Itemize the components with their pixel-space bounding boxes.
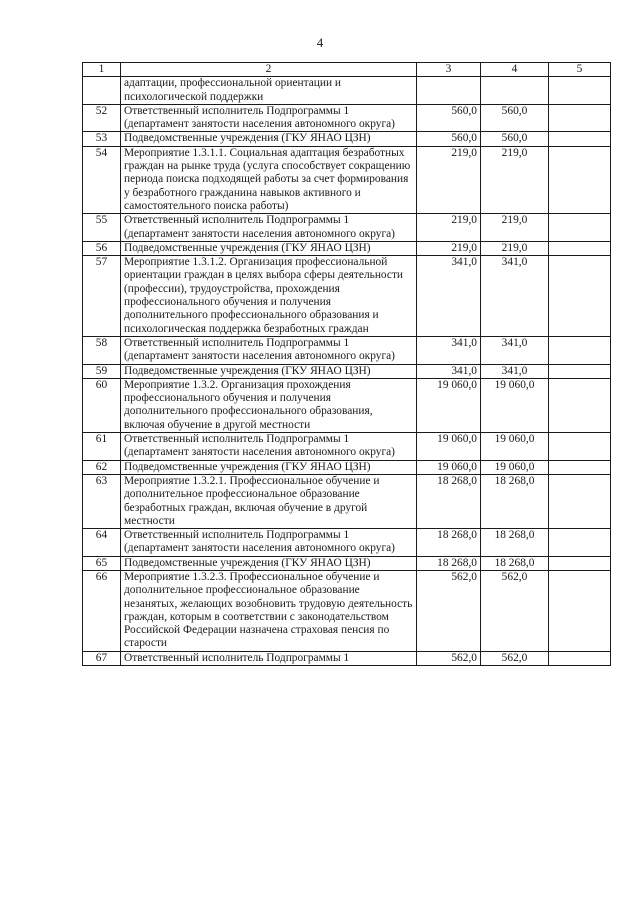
row-description-cell: Ответственный исполнитель Подпрограммы 1 xyxy=(121,651,417,665)
row-value-col5-cell xyxy=(549,241,611,255)
row-value-col4-cell: 19 060,0 xyxy=(481,460,549,474)
row-number-cell: 65 xyxy=(83,556,121,570)
row-value-col3-cell xyxy=(417,77,481,105)
row-value-col5-cell xyxy=(549,256,611,337)
row-description-cell: адаптации, профессиональной ориентации и психологической поддержки xyxy=(121,77,417,105)
row-description-cell: Ответственный исполнитель Подпрограммы 1 (департамент занятости населения автономного округа) xyxy=(121,104,417,132)
row-description-cell: Ответственный исполнитель Подпрограммы 1 (департамент занятости населения автономного округа) xyxy=(121,529,417,557)
row-value-col5-cell xyxy=(549,77,611,105)
row-value-col5-cell xyxy=(549,378,611,432)
row-number-cell: 66 xyxy=(83,570,121,651)
row-number-cell: 58 xyxy=(83,336,121,364)
row-value-col5-cell xyxy=(549,651,611,665)
row-value-col5-cell xyxy=(549,474,611,528)
row-value-col3-cell: 341,0 xyxy=(417,364,481,378)
row-value-col3-cell: 219,0 xyxy=(417,241,481,255)
row-value-col4-cell: 219,0 xyxy=(481,146,549,213)
row-value-col3-cell: 341,0 xyxy=(417,256,481,337)
row-description-cell: Подведомственные учреждения (ГКУ ЯНАО ЦЗН) xyxy=(121,241,417,255)
row-value-col3-cell: 219,0 xyxy=(417,146,481,213)
row-value-col3-cell: 18 268,0 xyxy=(417,556,481,570)
row-value-col5-cell xyxy=(549,433,611,461)
budget-table xyxy=(82,62,611,666)
row-number-cell: 61 xyxy=(83,433,121,461)
row-description-cell: Подведомственные учреждения (ГКУ ЯНАО ЦЗН) xyxy=(121,132,417,146)
row-value-col5-cell xyxy=(549,104,611,132)
row-value-col5-cell xyxy=(549,556,611,570)
row-value-col4-cell: 19 060,0 xyxy=(481,433,549,461)
row-description-cell: Мероприятие 1.3.2.1. Профессиональное обучение и дополнительное профессиональное образование безработных граждан, включая обучение в другой местности xyxy=(121,474,417,528)
row-value-col4-cell: 562,0 xyxy=(481,651,549,665)
row-number-cell: 54 xyxy=(83,146,121,213)
row-value-col3-cell: 18 268,0 xyxy=(417,529,481,557)
row-description-cell: Подведомственные учреждения (ГКУ ЯНАО ЦЗН) xyxy=(121,460,417,474)
row-number-cell: 55 xyxy=(83,214,121,242)
table-row xyxy=(83,378,611,432)
table-row xyxy=(83,529,611,557)
row-number-cell: 62 xyxy=(83,460,121,474)
row-number-cell: 56 xyxy=(83,241,121,255)
row-value-col5-cell xyxy=(549,570,611,651)
row-number-cell: 64 xyxy=(83,529,121,557)
row-value-col3-cell: 560,0 xyxy=(417,104,481,132)
header-cell-3: 3 xyxy=(417,63,481,77)
row-value-col5-cell xyxy=(549,214,611,242)
row-number-cell: 59 xyxy=(83,364,121,378)
row-number-cell: 53 xyxy=(83,132,121,146)
page-number: 4 xyxy=(316,35,324,50)
table-row xyxy=(83,570,611,651)
row-value-col4-cell: 18 268,0 xyxy=(481,474,549,528)
row-value-col4-cell: 18 268,0 xyxy=(481,529,549,557)
row-description-cell: Ответственный исполнитель Подпрограммы 1 (департамент занятости населения автономного округа) xyxy=(121,433,417,461)
row-number-cell: 52 xyxy=(83,104,121,132)
row-value-col5-cell xyxy=(549,146,611,213)
row-value-col3-cell: 560,0 xyxy=(417,132,481,146)
row-value-col3-cell: 19 060,0 xyxy=(417,378,481,432)
table-row xyxy=(83,556,611,570)
row-value-col5-cell xyxy=(549,460,611,474)
row-value-col4-cell: 19 060,0 xyxy=(481,378,549,432)
table-row xyxy=(83,336,611,364)
header-cell-5: 5 xyxy=(549,63,611,77)
header-cell-4: 4 xyxy=(481,63,549,77)
table-row xyxy=(83,104,611,132)
row-value-col3-cell: 18 268,0 xyxy=(417,474,481,528)
row-value-col5-cell xyxy=(549,336,611,364)
table-header-row xyxy=(83,63,611,77)
header-cell-2: 2 xyxy=(121,63,417,77)
table-row xyxy=(83,364,611,378)
row-description-cell: Ответственный исполнитель Подпрограммы 1 (департамент занятости населения автономного округа) xyxy=(121,214,417,242)
row-number-cell: 57 xyxy=(83,256,121,337)
table-row xyxy=(83,433,611,461)
row-value-col3-cell: 19 060,0 xyxy=(417,460,481,474)
row-number-cell: 63 xyxy=(83,474,121,528)
table-row xyxy=(83,256,611,337)
table-row xyxy=(83,132,611,146)
row-description-cell: Подведомственные учреждения (ГКУ ЯНАО ЦЗН) xyxy=(121,364,417,378)
row-value-col4-cell: 18 268,0 xyxy=(481,556,549,570)
table-row xyxy=(83,241,611,255)
row-value-col4-cell: 560,0 xyxy=(481,104,549,132)
row-value-col5-cell xyxy=(549,364,611,378)
row-description-cell: Мероприятие 1.3.2. Организация прохождения профессионального обучения и получения дополнительного профессионального образования, включая обучение в другой местности xyxy=(121,378,417,432)
table-row xyxy=(83,460,611,474)
row-description-cell: Подведомственные учреждения (ГКУ ЯНАО ЦЗН) xyxy=(121,556,417,570)
row-description-cell: Ответственный исполнитель Подпрограммы 1 (департамент занятости населения автономного округа) xyxy=(121,336,417,364)
row-value-col4-cell: 341,0 xyxy=(481,336,549,364)
row-value-col4-cell: 219,0 xyxy=(481,241,549,255)
row-value-col5-cell xyxy=(549,529,611,557)
row-number-cell xyxy=(83,77,121,105)
header-cell-1: 1 xyxy=(83,63,121,77)
row-number-cell: 60 xyxy=(83,378,121,432)
row-value-col4-cell: 219,0 xyxy=(481,214,549,242)
row-value-col4-cell xyxy=(481,77,549,105)
table-row xyxy=(83,651,611,665)
row-value-col3-cell: 562,0 xyxy=(417,570,481,651)
table-row xyxy=(83,77,611,105)
row-value-col3-cell: 19 060,0 xyxy=(417,433,481,461)
table-row xyxy=(83,474,611,528)
row-value-col3-cell: 562,0 xyxy=(417,651,481,665)
row-value-col4-cell: 341,0 xyxy=(481,364,549,378)
row-value-col4-cell: 341,0 xyxy=(481,256,549,337)
row-value-col4-cell: 560,0 xyxy=(481,132,549,146)
row-value-col5-cell xyxy=(549,132,611,146)
row-description-cell: Мероприятие 1.3.1.1. Социальная адаптация безработных граждан на рынке труда (услуга способствует сокращению периода поиска подходящей работы за счет формирования у безработного гражданина навыков активного и самостоятельного поиска работы) xyxy=(121,146,417,213)
table-row xyxy=(83,146,611,213)
row-value-col3-cell: 341,0 xyxy=(417,336,481,364)
row-description-cell: Мероприятие 1.3.2.3. Профессиональное обучение и дополнительное профессиональное образование незанятых, желающих возобновить трудовую деятельность граждан, которым в соответствии с законодательством Российской Федерации назначена страховая пенсия по старости xyxy=(121,570,417,651)
row-value-col3-cell: 219,0 xyxy=(417,214,481,242)
row-description-cell: Мероприятие 1.3.1.2. Организация профессиональной ориентации граждан в целях выбора сферы деятельности (профессии), трудоустройства, прохождения профессионального обучения и получения дополнительного профессионального образования и психологическая поддержка безработных граждан xyxy=(121,256,417,337)
row-value-col4-cell: 562,0 xyxy=(481,570,549,651)
row-number-cell: 67 xyxy=(83,651,121,665)
table-row xyxy=(83,214,611,242)
